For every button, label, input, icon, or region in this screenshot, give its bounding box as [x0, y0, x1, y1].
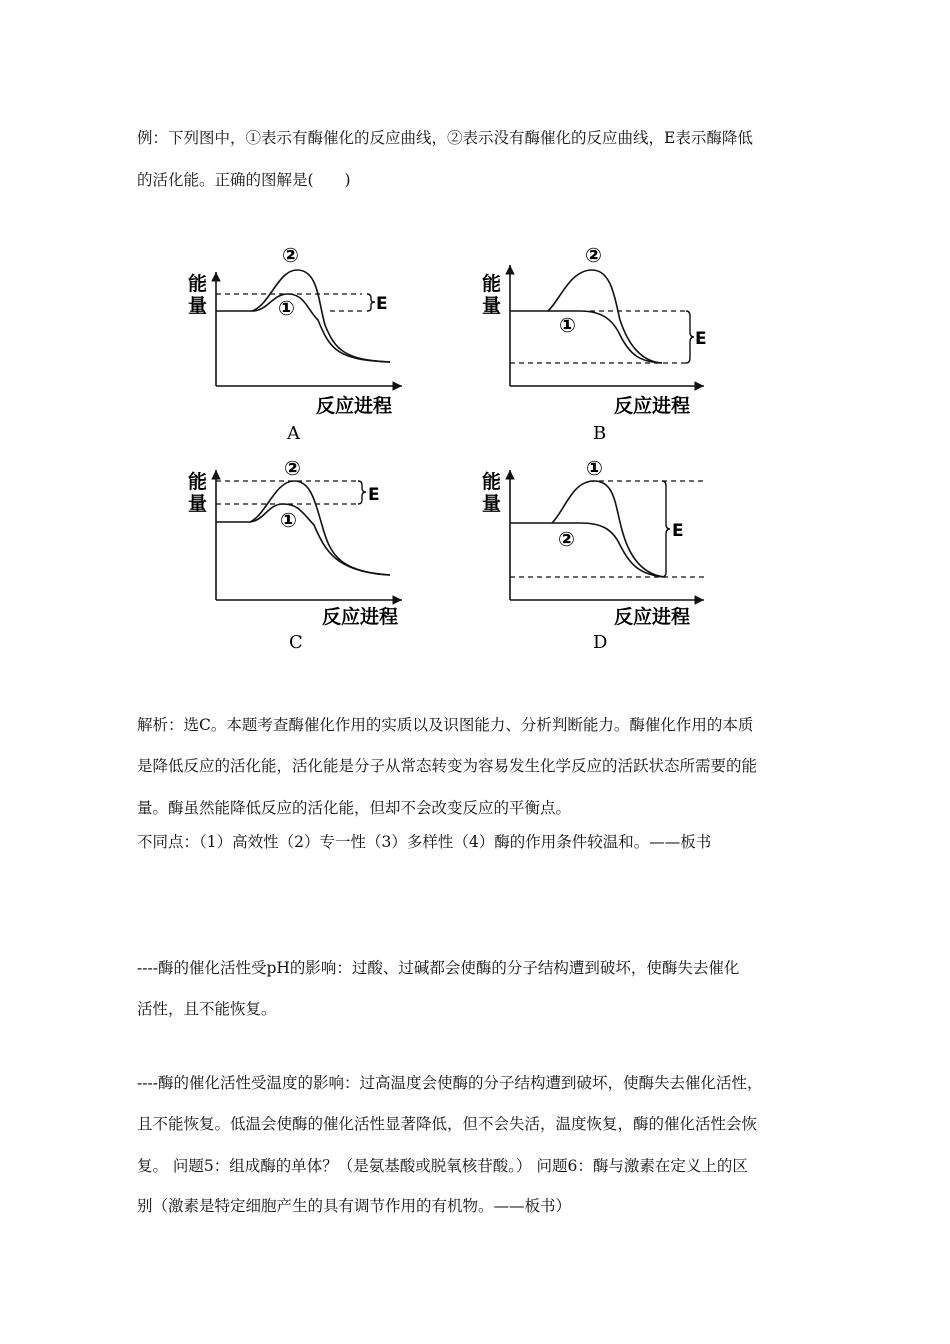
question-line-2: 的活化能。正确的图解是( ): [137, 171, 351, 189]
panel-letter: A: [287, 423, 300, 444]
x-label: 反应进程: [614, 606, 691, 628]
y-label-bottom: 量: [482, 295, 502, 317]
x-label: 反应进程: [316, 395, 393, 417]
y-label-bottom: 量: [188, 493, 208, 515]
energy-label: E: [368, 485, 380, 505]
y-label-bottom: 量: [188, 295, 208, 317]
y-label-top: 能: [482, 471, 502, 493]
curve-1: [510, 523, 665, 577]
analysis-line-1: 解析：选C。本题考查酶催化作用的实质以及识图能力、分析判断能力。酶催化作用的本质: [137, 716, 754, 734]
bottom-curve-label: ②: [558, 527, 575, 551]
panel-letter: C: [289, 632, 303, 653]
temp-note-line-4: 别（激素是特定细胞产生的具有调节作用的有机物。——板书）: [137, 1197, 572, 1215]
top-curve-label: ②: [282, 243, 299, 267]
top-curve-label: ①: [586, 456, 603, 480]
bottom-curve-label: ①: [280, 508, 297, 532]
y-label-top: 能: [188, 273, 208, 295]
panel-c: [188, 456, 402, 653]
panel-letter: D: [593, 632, 608, 653]
question-line-1: 例：下列图中，①表示有酶催化的反应曲线，②表示没有酶催化的反应曲线，E表示酶降低: [137, 129, 753, 147]
analysis-line-3: 量。酶虽然能降低反应的活化能，但却不会改变反应的平衡点。: [137, 799, 572, 817]
temp-note-line-1: ----酶的催化活性受温度的影响：过高温度会使酶的分子结构遭到破坏，使酶失去催化活性，: [137, 1074, 763, 1092]
analysis-line-2: 是降低反应的活化能，活化能是分子从常态转变为容易发生化学反应的活跃状态所需要的能: [137, 757, 758, 775]
bottom-curve-label: ①: [278, 296, 295, 320]
ph-note-line-1: ----酶的催化活性受pH的影响：过酸、过碱都会使酶的分子结构遭到破坏，使酶失去催化: [137, 959, 740, 977]
y-label-top: 能: [188, 471, 208, 493]
panel-letter: B: [593, 423, 607, 444]
curve-1: [510, 311, 662, 363]
curve-1: [216, 294, 390, 362]
top-curve-label: ②: [585, 243, 602, 267]
energy-label: E: [376, 294, 388, 314]
energy-label: E: [672, 521, 684, 541]
energy-brace: [662, 481, 670, 577]
bottom-curve-label: ①: [559, 313, 576, 337]
panel-a: [188, 243, 402, 444]
panel-d: [482, 456, 704, 653]
analysis-line-4: 不同点：（1）高效性（2）专一性（3）多样性（4）酶的作用条件较温和。——板书: [137, 833, 712, 851]
energy-brace: [367, 294, 375, 311]
curve-2: [252, 270, 390, 362]
y-label-top: 能: [482, 273, 502, 295]
panel-b: [482, 243, 707, 444]
x-label: 反应进程: [614, 395, 691, 417]
energy-brace: [686, 311, 694, 363]
y-label-bottom: 量: [482, 493, 502, 515]
x-label: 反应进程: [322, 606, 399, 628]
ph-note-line-2: 活性，且不能恢复。: [137, 1000, 277, 1018]
curve-1: [216, 504, 390, 575]
top-curve-label: ②: [284, 456, 301, 480]
energy-brace: [358, 481, 366, 504]
energy-label: E: [695, 329, 707, 349]
temp-note-line-3: 复。 问题5：组成酶的单体？（是氨基酸或脱氧核苷酸。） 问题6：酶与激素在定义上的区: [137, 1157, 748, 1175]
temp-note-line-2: 且不能恢复。低温会使酶的催化活性显著降低，但不会失活，温度恢复，酶的催化活性会恢: [137, 1115, 758, 1133]
